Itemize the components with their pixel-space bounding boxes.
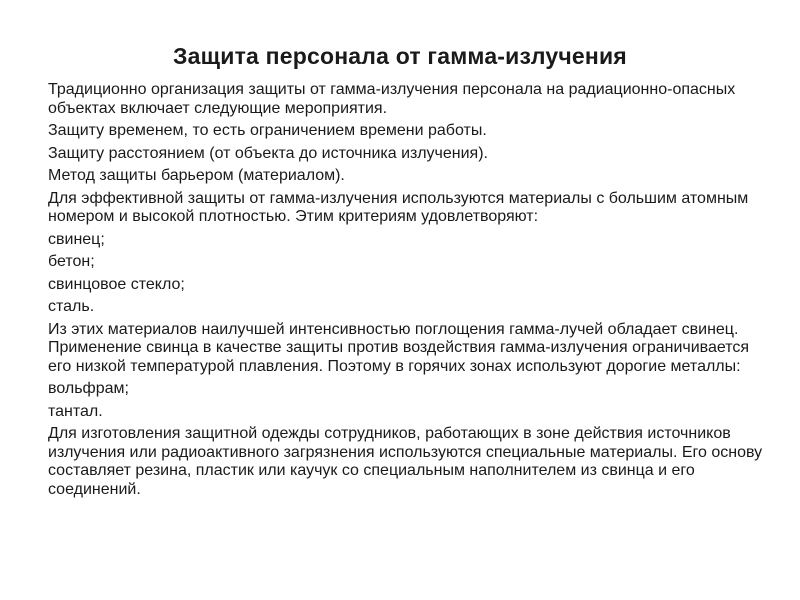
list-item-lead-glass: свинцовое стекло; bbox=[48, 275, 185, 293]
list-item-tantalum: тантал. bbox=[48, 402, 103, 420]
paragraph-lead-absorption: Из этих материалов наилучшей интенсивностью поглощения гамма-лучей обладает свинец. Применение свинца в качестве защиты против воздействия гамма-излучения ограничивается его низкой температурой плавления. Поэтому в горячих зонах используют дорогие металлы: bbox=[48, 320, 750, 375]
list-item-tungsten: вольфрам; bbox=[48, 380, 129, 397]
paragraph-barrier-method: Метод защиты барьером (материалом). bbox=[48, 167, 345, 184]
paragraph-time-protection: Защиту временем, то есть ограничением времени работы. bbox=[48, 122, 487, 139]
list-item-steel: сталь. bbox=[48, 298, 95, 315]
paragraph-intro: Традиционно организация защиты от гамма-излучения персонала на радиационно-опасных объектах включает следующие мероприятия. bbox=[48, 81, 736, 117]
paragraph-distance-protection: Защиту расстоянием (от объекта до источника излучения). bbox=[48, 144, 488, 162]
paragraph-materials-criteria: Для эффективной защиты от гамма-излучения используются материалы с большим атомным номером и высокой плотностью. Этим критериям удовлетворяют: bbox=[48, 189, 749, 225]
slide-title: Защита персонала от гамма-излучения bbox=[173, 43, 627, 70]
list-item-lead: свинец; bbox=[48, 230, 105, 248]
paragraph-protective-clothing: Для изготовления защитной одежды сотрудников, работающих в зоне действия источников излучения или радиоактивного загрязнения используются специальные материалы. Его основу составляет резина, пластик или каучук со специальным наполнителем из свинца и его соединений. bbox=[48, 425, 763, 498]
list-item-concrete: бетон; bbox=[48, 253, 95, 270]
slide-body bbox=[48, 81, 763, 503]
